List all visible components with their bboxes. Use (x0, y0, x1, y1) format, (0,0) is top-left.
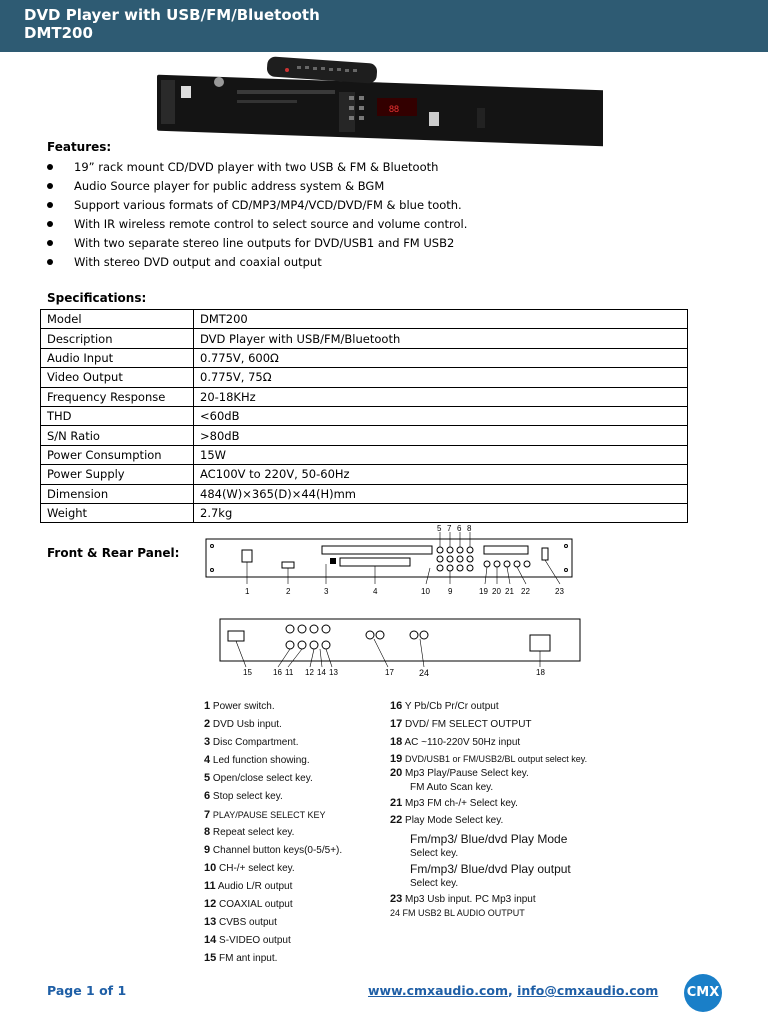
panel-heading: Front & Rear Panel: (47, 546, 180, 560)
feature-item: Audio Source player for public address system & BGM (47, 177, 687, 196)
feature-item: With IR wireless remote control to select source and volume control. (47, 215, 687, 234)
legend-item: 24 FM USB2 BL AUDIO OUTPUT (390, 908, 525, 918)
model-title: DMT200 (24, 24, 93, 42)
front-label: 20 (492, 587, 501, 596)
page-number: Page 1 of 1 (47, 983, 127, 998)
table-row: Power Supply AC100V to 220V, 50-60Hz (41, 465, 688, 484)
rear-label: 16 (273, 668, 282, 677)
front-panel-diagram (200, 522, 580, 600)
features-list (47, 158, 687, 272)
email-link[interactable]: info@cmxaudio.com (517, 983, 659, 998)
rear-label: 11 (285, 668, 294, 677)
rear-panel-diagram (218, 617, 584, 679)
front-label: 10 (421, 587, 430, 596)
bullet-icon (47, 183, 53, 189)
product-photo (137, 56, 603, 152)
table-row: THD <60dB (41, 406, 688, 425)
legend-item: 4 Led function showing. (204, 754, 310, 766)
feature-item: 19” rack mount CD/DVD player with two USB & FM & Bluetooth (47, 158, 687, 177)
legend-item: 2 DVD Usb input. (204, 718, 282, 730)
rear-label: 12 (305, 668, 314, 677)
front-label: 23 (555, 587, 564, 596)
svg-text:88: 88 (389, 104, 400, 114)
features-heading: Features: (47, 140, 112, 154)
table-row: S/N Ratio >80dB (41, 426, 688, 445)
table-row: Dimension 484(W)×365(D)×44(H)mm (41, 484, 688, 503)
legend-item: 22 Play Mode Select key. (390, 814, 504, 826)
front-label: 9 (448, 587, 453, 596)
legend-item: 16 Y Pb/Cb Pr/Cr output (390, 700, 499, 712)
front-label: 6 (457, 524, 462, 533)
legend-item: 23 Mp3 Usb input. PC Mp3 input (390, 893, 536, 905)
legend-item: 9 Channel button keys(0-5/5+). (204, 844, 343, 856)
page-title: DVD Player with USB/FM/Bluetooth (24, 6, 320, 24)
website-link[interactable]: www.cmxaudio.com (368, 983, 509, 998)
rear-label: 14 (317, 668, 326, 677)
feature-item: Support various formats of CD/MP3/MP4/VCD/DVD/FM & blue tooth. (47, 196, 687, 215)
front-label: 1 (245, 587, 250, 596)
legend-item: 15 FM ant input. (204, 952, 278, 964)
bullet-icon (47, 259, 53, 265)
bullet-icon (47, 221, 53, 227)
legend-item: 5 Open/close select key. (204, 772, 313, 784)
legend-item: 7 PLAY/PAUSE SELECT KEY (204, 809, 326, 821)
legend-item: 20 Mp3 Play/Pause Select key. (390, 767, 529, 779)
rear-label: 24 (419, 668, 430, 678)
feature-item: With stereo DVD output and coaxial output (47, 253, 687, 272)
legend-item: Fm/mp3/ Blue/dvd Play output (410, 862, 571, 876)
rear-label: 17 (385, 668, 394, 677)
specifications-table (40, 309, 688, 523)
legend-item: 3 Disc Compartment. (204, 736, 299, 748)
legend-item: 11 Audio L/R output (204, 880, 293, 892)
legend-item: 19 DVD/USB1 or FM/USB2/BL output select key. (390, 753, 588, 765)
specifications-heading: Specifications: (47, 291, 147, 305)
front-label: 19 (479, 587, 488, 596)
front-label: 22 (521, 587, 530, 596)
front-label: 8 (467, 524, 472, 533)
bullet-icon (47, 240, 53, 246)
table-row: Description DVD Player with USB/FM/Bluetooth (41, 329, 688, 348)
table-row: Power Consumption 15W (41, 445, 688, 464)
table-row: Video Output 0.775V, 75Ω (41, 368, 688, 387)
table-row: Model DMT200 (41, 310, 688, 329)
table-row: Frequency Response 20-18KHz (41, 387, 688, 406)
title-bar (0, 0, 768, 52)
front-label: 7 (447, 524, 452, 533)
front-label: 4 (373, 587, 378, 596)
bullet-icon (47, 202, 53, 208)
bullet-icon (47, 164, 53, 170)
table-row: Weight 2.7kg (41, 503, 688, 522)
legend-item: 6 Stop select key. (204, 790, 283, 802)
rear-label: 13 (329, 668, 338, 677)
legend-item: 14 S-VIDEO output (204, 934, 291, 946)
feature-item: With two separate stereo line outputs for DVD/USB1 and FM USB2 (47, 234, 687, 253)
cmx-logo: CMX (684, 974, 722, 1012)
table-row: Audio Input 0.775V, 600Ω (41, 348, 688, 367)
legend-item: Select key. (410, 878, 459, 889)
legend-item: 21 Mp3 FM ch-/+ Select key. (390, 797, 518, 809)
front-label: 5 (437, 524, 442, 533)
legend-item: FM Auto Scan key. (410, 782, 494, 793)
legend-item: 17 DVD/ FM SELECT OUTPUT (390, 718, 532, 730)
rear-label: 18 (536, 668, 545, 677)
legend-item: 1 Power switch. (204, 700, 275, 712)
legend-item: Fm/mp3/ Blue/dvd Play Mode (410, 832, 568, 846)
contact-links: www.cmxaudio.com, info@cmxaudio.com (368, 983, 659, 998)
legend-item: 8 Repeat select key. (204, 826, 295, 838)
legend-item: 18 AC ~110-220V 50Hz input (390, 736, 521, 748)
legend-item: 13 CVBS output (204, 916, 277, 928)
legend-item: 12 COAXIAL output (204, 898, 293, 910)
legend-item: 10 CH-/+ select key. (204, 862, 295, 874)
front-label: 3 (324, 587, 329, 596)
rear-label: 15 (243, 668, 252, 677)
front-label: 2 (286, 587, 291, 596)
front-label: 21 (505, 587, 514, 596)
legend-item: Select key. (410, 848, 459, 859)
